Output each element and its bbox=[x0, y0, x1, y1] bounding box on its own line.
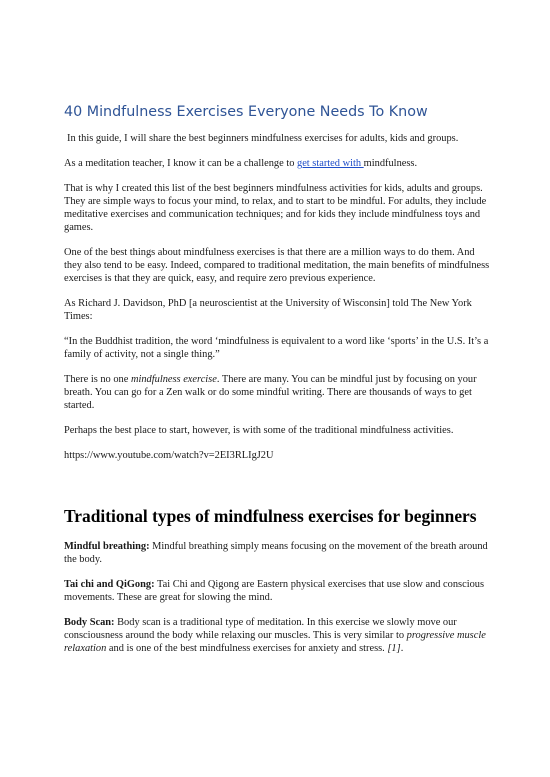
intro-text: In this guide, I will share the best beginners mindfulness exercises for adults, kids and groups. bbox=[67, 133, 459, 144]
buddhist-quote: “In the Buddhist tradition, the word ‘mindfulness is equivalent to a word like ‘sports’ in the U.S. It’s a family of activity, not a single thing.” bbox=[64, 335, 489, 360]
no-one-text-end: . There are many. You can be mindful just by focusing on your breath. You can go for a Zen walk or do some mindful writing. There are thousands of ways to get started. bbox=[64, 373, 477, 411]
best-place-paragraph: Perhaps the best place to start, however, is with some of the traditional mindfulness activities. bbox=[64, 424, 454, 436]
davidson-paragraph: As Richard J. Davidson, PhD [a neuroscientist at the University of Wisconsin] told The New York Times: bbox=[64, 297, 472, 322]
no-one-exercise-paragraph bbox=[64, 374, 490, 413]
why-list-paragraph: That is why I created this list of the best beginners mindfulness activities for kids, adults and groups. They are simple ways to focus your mind, to relax, and to start to be mindful. For adults, they include meditative exercises and communication techniques; and for kids they include mindfulness toys and games. bbox=[64, 183, 487, 233]
no-one-italic: mindfulness exercise bbox=[130, 373, 217, 385]
body-scan-term: Body Scan: bbox=[64, 616, 115, 628]
youtube-url: https://www.youtube.com/watch?v=2EI3RLIgJ2U bbox=[64, 449, 274, 461]
body-scan-italic: progressive muscle relaxation bbox=[64, 629, 486, 654]
intro-paragraph bbox=[64, 133, 490, 146]
teacher-text: As a meditation teacher, I know it can be a challenge to bbox=[64, 158, 297, 170]
document-title: 40 Mindfulness Exercises Everyone Needs To Know bbox=[64, 104, 428, 120]
body-scan-text: Body scan is a traditional type of meditation. In this exercise we slowly move our consciousness around the body while relaxing our muscles. This is very similar to bbox=[64, 616, 457, 641]
body-scan-item bbox=[64, 617, 490, 656]
teacher-paragraph bbox=[64, 158, 490, 171]
mindful-breathing-item bbox=[64, 541, 490, 567]
no-one-text: There is no one bbox=[64, 373, 131, 385]
best-things-paragraph: One of the best things about mindfulness exercises is that there are a million ways to do them. And they also tend to be easy. Indeed, compared to traditional meditation, the main benefits of mindfulness exercises is that they are quick, easy, and require zero previous experience. bbox=[64, 247, 490, 284]
tai-chi-text: Tai Chi and Qigong are Eastern physical exercises that use slow and conscious movements. These are great for slowing the mind. bbox=[64, 578, 485, 603]
mindful-breathing-term: Mindful breathing: bbox=[64, 540, 150, 552]
tai-chi-term: Tai chi and QiGong: bbox=[64, 578, 155, 590]
mindful-breathing-text: Mindful breathing simply means focusing on the movement of the breath around the body. bbox=[64, 540, 488, 565]
body-scan-reference: [1] bbox=[387, 642, 401, 654]
teacher-text-end: mindfulness. bbox=[363, 158, 418, 170]
body-scan-text-after: and is one of the best mindfulness exercises for anxiety and stress. bbox=[106, 642, 388, 654]
tai-chi-item bbox=[64, 579, 490, 605]
section-heading: Traditional types of mindfulness exercises for beginners bbox=[64, 505, 477, 526]
body-scan-end: . bbox=[400, 642, 404, 654]
get-started-link[interactable]: get started with bbox=[297, 158, 364, 170]
